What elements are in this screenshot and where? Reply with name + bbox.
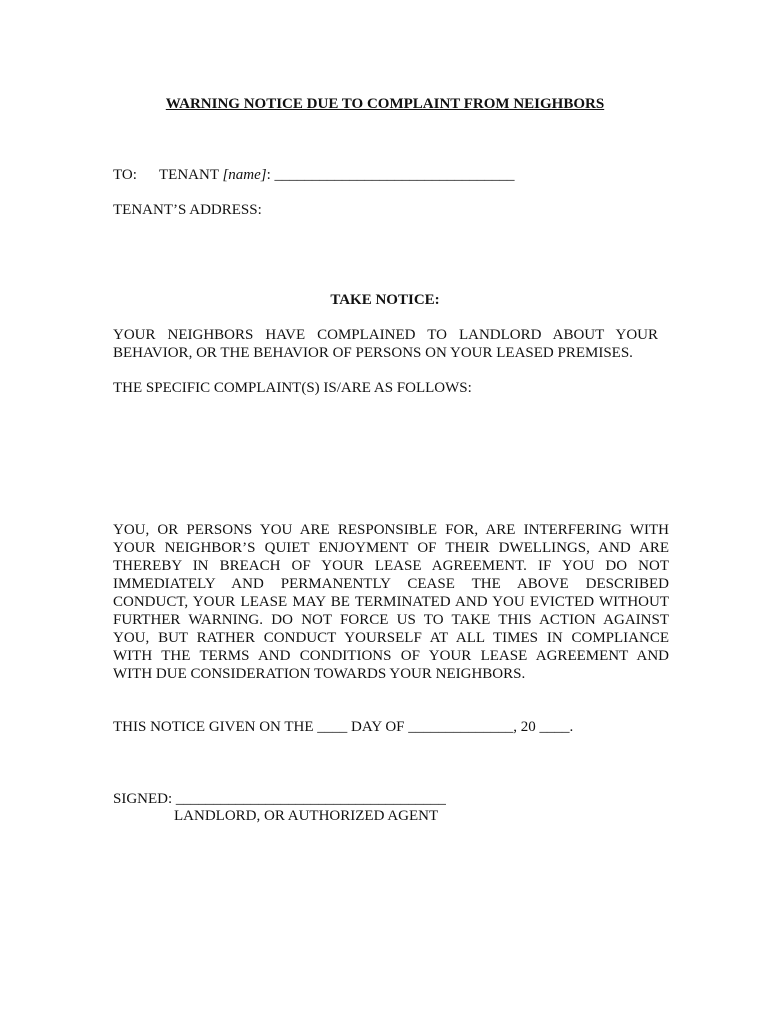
specific-complaints-label: THE SPECIFIC COMPLAINT(S) IS/ARE AS FOLLOWS: — [113, 380, 472, 396]
complaint-line: YOUR NEIGHBORS HAVE COMPLAINED TO LANDLORD ABOUT YOUR — [113, 327, 658, 343]
warning-paragraph — [113, 521, 669, 683]
signer-role: LANDLORD, OR AUTHORIZED AGENT — [174, 808, 439, 824]
notice-date-line: THIS NOTICE GIVEN ON THE ____ DAY OF ______________, 20 ____. — [113, 719, 574, 735]
tenant-name-line — [113, 166, 515, 184]
complaint-line: BEHAVIOR, OR THE BEHAVIOR OF PERSONS ON YOUR LEASED PREMISES. — [113, 345, 633, 361]
warning-line: IMMEDIATELY AND PERMANENTLY CEASE THE ABOVE DESCRIBED — [113, 576, 669, 592]
warning-line: YOUR NEIGHBOR’S QUIET ENJOYMENT OF THEIR DWELLINGS, AND ARE — [113, 540, 669, 556]
warning-line: CONDUCT, YOUR LEASE MAY BE TERMINATED AND YOU EVICTED WITHOUT — [113, 594, 669, 610]
warning-line: THEREBY IN BREACH OF YOUR LEASE AGREEMENT. IF YOU DO NOT — [113, 558, 669, 574]
document-title: WARNING NOTICE DUE TO COMPLAINT FROM NEIGHBORS — [165, 96, 605, 112]
complaint-paragraph — [113, 326, 658, 362]
signature-line: SIGNED: ____________________________________ — [113, 791, 446, 807]
warning-line: YOU, BUT RATHER CONDUCT YOURSELF AT ALL TIMES IN COMPLIANCE — [113, 630, 669, 646]
to-label: TO: — [113, 167, 137, 183]
warning-line: FURTHER WARNING. DO NOT FORCE US TO TAKE THIS ACTION AGAINST — [113, 612, 669, 628]
take-notice-heading: TAKE NOTICE: — [330, 292, 440, 308]
tenant-address-label: TENANT’S ADDRESS: — [113, 202, 262, 218]
warning-line: YOU, OR PERSONS YOU ARE RESPONSIBLE FOR, ARE INTERFERING WITH — [113, 522, 669, 538]
tenant-name-placeholder: [name] — [222, 167, 267, 183]
warning-line: WITH THE TERMS AND CONDITIONS OF YOUR LEASE AGREEMENT AND — [113, 648, 669, 664]
tenant-name-blank: : ________________________________ — [266, 167, 515, 183]
tenant-prefix: TENANT — [159, 167, 223, 183]
warning-line: WITH DUE CONSIDERATION TOWARDS YOUR NEIGHBORS. — [113, 666, 526, 682]
